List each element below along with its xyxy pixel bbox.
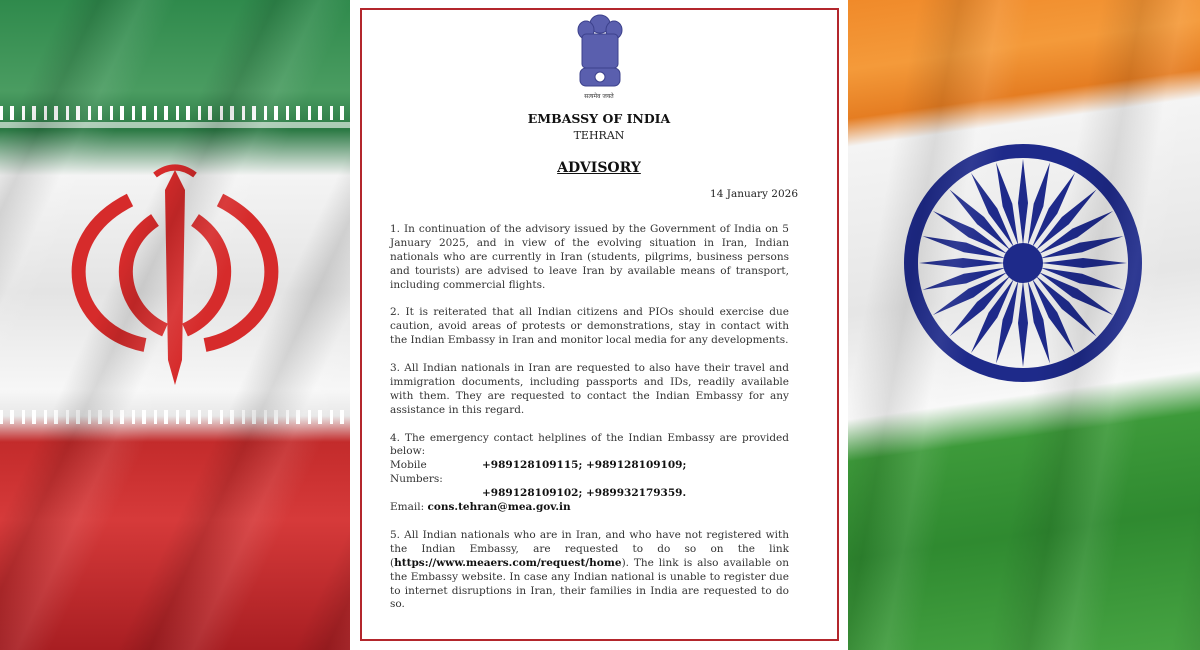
email-row bbox=[390, 501, 789, 515]
ashoka-emblem-icon bbox=[572, 12, 628, 92]
paragraph-1: 1. In continuation of the advisory issued by the Government of India on 5 January 2025, and in view of the evolving situation in Iran, Indian nationals who are currently in Iran (students, pilgrims, business persons and tourists) are advised to leave Iran by available means of transport, including commercial flights. bbox=[390, 223, 789, 291]
advisory-body bbox=[390, 223, 789, 626]
email-address[interactable]: cons.tehran@mea.gov.in bbox=[427, 501, 571, 514]
fabric-shading bbox=[848, 0, 1200, 650]
iran-flag bbox=[0, 0, 350, 650]
paragraph-3: 3. All Indian nationals in Iran are requested to also have their travel and immigration documents, including passports and IDs, readily available with them. They are requested to contact the Indian Embassy for any assistance in this regard. bbox=[390, 362, 789, 416]
paragraph-4 bbox=[390, 432, 789, 515]
paragraph-2: 2. It is reiterated that all Indian citizens and PIOs should exercise due caution, avoid areas of protests or demonstrations, stay in contact with the Indian Embassy in Iran and monitor local media for any developments. bbox=[390, 306, 789, 347]
embassy-name: EMBASSY OF INDIA bbox=[527, 111, 671, 126]
paragraph-5-text-end: ). The link is also available on the Embassy website. In case any Indian national is unable to register due to internet disruptions in Iran, their families in India are requested to do so. bbox=[390, 556, 789, 611]
embassy-city: TEHRAN bbox=[573, 129, 625, 142]
mobile-numbers-2: +989128109102; +989932179359. bbox=[482, 487, 687, 500]
advisory-document bbox=[350, 0, 848, 650]
mobile-numbers-1: +989128109115; +989128109109; bbox=[482, 459, 687, 472]
paragraph-5-text: 5. All Indian nationals who are in Iran, and who have not registered with the Indian Embassy, are requested to do so on the link ( bbox=[390, 528, 789, 569]
mobile-label: Mobile Numbers: bbox=[390, 459, 443, 486]
document-date: 14 January 2026 bbox=[710, 188, 798, 200]
registration-link[interactable]: https://www.meaers.com/request/home bbox=[394, 556, 622, 569]
paragraph-5 bbox=[390, 529, 789, 612]
email-label: Email: bbox=[390, 501, 425, 514]
fabric-shading bbox=[0, 0, 350, 650]
mobile-row bbox=[390, 459, 789, 487]
helpline-intro: 4. The emergency contact helplines of the Indian Embassy are provided below: bbox=[390, 431, 789, 458]
spacer bbox=[390, 487, 482, 501]
mobile-row-2 bbox=[390, 487, 789, 501]
document-title: ADVISORY bbox=[557, 160, 641, 176]
india-flag bbox=[848, 0, 1200, 650]
emblem-motto: सत्यमेव जयते bbox=[584, 93, 614, 100]
